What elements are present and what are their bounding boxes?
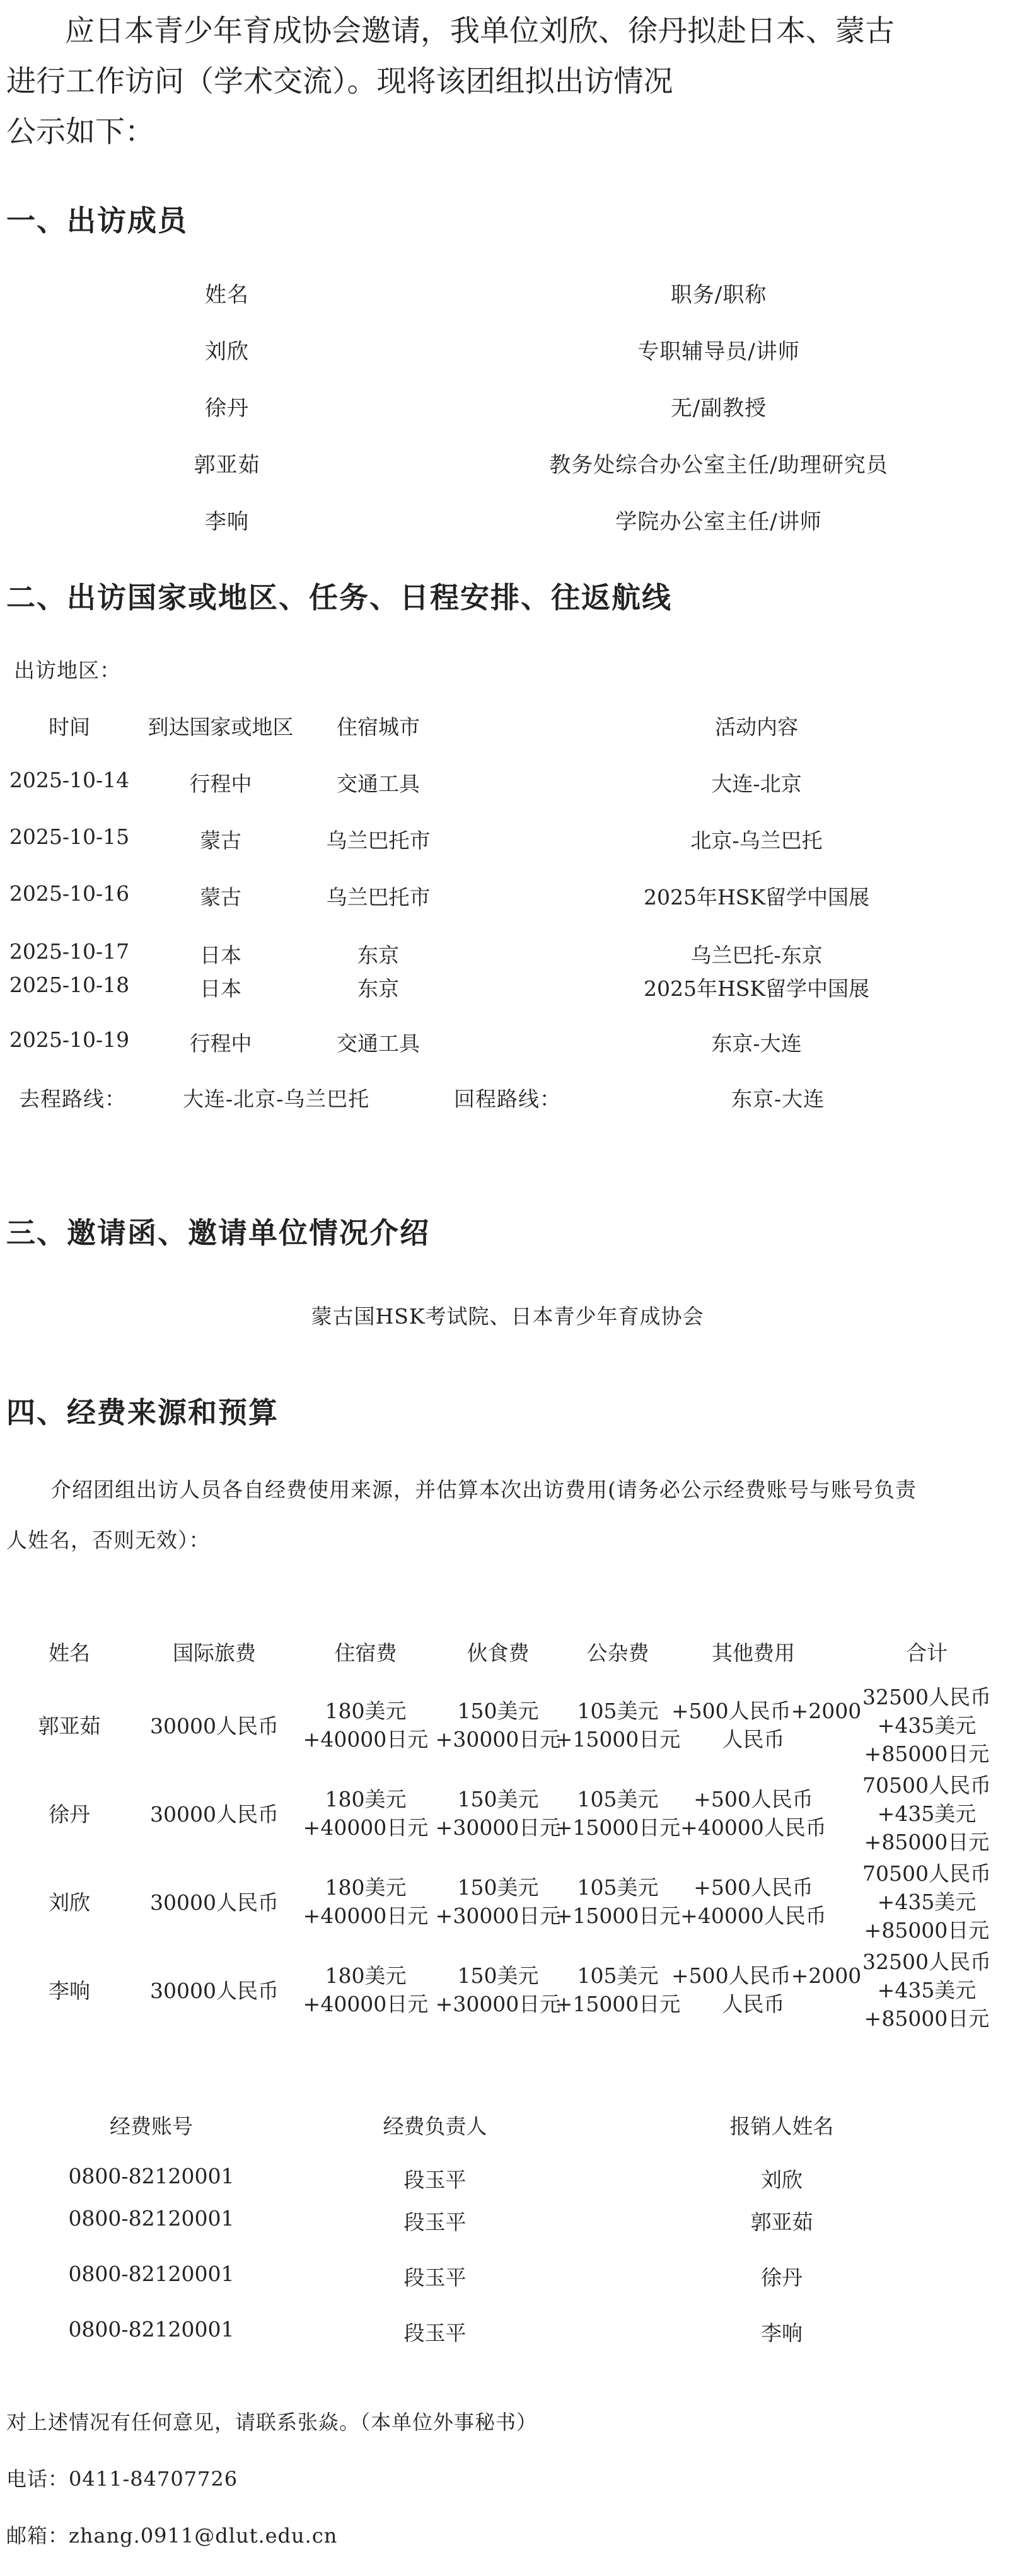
account-claimant: 郭亚茹 [750,2210,813,2234]
return-route: 东京-大连 [731,1087,825,1111]
budget-meals-line: 150美元 [457,1699,539,1723]
budget-other-line: +40000人民币 [680,1815,826,1840]
budget-other-line: 人民币 [722,1992,785,2016]
table-row [0,1771,1015,1859]
account-claimant: 徐丹 [761,2265,803,2290]
budget-total [851,1771,1002,1856]
budget-lodging-line: 180美元 [325,1787,407,1811]
budget-misc-line: 105美元 [577,1699,659,1723]
budget-misc-line: 105美元 [577,1963,659,1988]
budget-meals [435,1961,561,2018]
column-header-manager: 经费负责人 [383,2114,487,2139]
member-name: 郭亚茹 [194,453,260,478]
budget-other [671,1697,862,1753]
member-title: 学院办公室主任/讲师 [615,509,822,534]
itinerary-date: 2025-10-14 [9,768,130,792]
budget-lodging-line: 180美元 [325,1963,407,1988]
budget-meals-line: +30000日元 [435,1903,561,1928]
budget-lodging [303,1873,429,1930]
budget-meals-line: 150美元 [457,1963,539,1988]
column-header-claimant: 报销人姓名 [729,2114,834,2139]
budget-meals [435,1697,561,1753]
budget-travel: 30000人民币 [150,1890,279,1915]
column-header-activity: 活动内容 [715,715,798,739]
budget-other [671,1873,835,1930]
budget-misc-line: +15000日元 [555,1903,681,1928]
itinerary-activity: 东京-大连 [711,1031,802,1056]
itinerary-country: 日本 [200,943,241,967]
budget-total [851,1683,1002,1768]
column-header-date: 时间 [49,715,90,739]
itinerary-city: 交通工具 [337,1031,420,1056]
column-header-lodging: 住宿费 [334,1641,397,1665]
column-header-name: 姓名 [49,1641,90,1665]
region-label: 出访地区： [14,658,121,683]
column-header-country: 到达国家或地区 [148,715,294,739]
invitation-units: 蒙古国HSK考试院、日本青少年育成协会 [311,1304,704,1329]
account-claimant: 李响 [761,2321,803,2345]
itinerary-date: 2025-10-17 [9,939,130,964]
intro-line-3: 公示如下： [6,115,154,149]
table-row [0,1948,1015,2036]
budget-other-line: 人民币 [722,1727,785,1752]
itinerary-country: 蒙古 [200,828,241,853]
member-title: 教务处综合办公室主任/助理研究员 [549,453,888,478]
member-name: 徐丹 [205,396,249,421]
itinerary-date: 2025-10-18 [9,973,130,997]
intro-paragraph [6,6,952,158]
column-header-meals: 伙食费 [467,1641,530,1665]
section-1-heading: 一、出访成员 [6,204,188,238]
budget-total-line: 32500人民币 [862,1949,991,1974]
account-manager: 段玉平 [403,2265,467,2290]
outbound-route: 大连-北京-乌兰巴托 [183,1087,370,1111]
budget-name: 李响 [49,1978,90,2003]
budget-description-line-1: 介绍团组出访人员各自经费使用来源，并估算本次出访费用(请务必公示经费账号与账号负责 [50,1477,917,1502]
itinerary-activity: 2025年HSK留学中国展 [643,976,870,1001]
column-header-other: 其他费用 [712,1641,795,1665]
itinerary-country: 行程中 [189,1031,252,1056]
itinerary-city: 交通工具 [337,771,420,796]
table-row [0,1683,1015,1771]
return-route-label: 回程路线： [454,1087,561,1111]
budget-travel: 30000人民币 [150,1802,279,1827]
budget-meals-line: 150美元 [457,1875,539,1900]
itinerary-activity: 大连-北京 [711,771,802,796]
member-name: 李响 [205,509,249,534]
contact-email: 邮箱：zhang.0911@dlut.edu.cn [6,2524,338,2548]
budget-travel: 30000人民币 [150,1714,279,1738]
section-4-heading: 四、经费来源和预算 [6,1395,279,1430]
budget-name: 刘欣 [49,1890,90,1915]
table-row [0,1859,1015,1948]
account-number: 0800-82120001 [68,2317,235,2342]
budget-lodging-line: +40000日元 [303,1815,429,1840]
member-title: 专职辅导员/讲师 [637,339,800,364]
member-title: 无/副教授 [670,396,767,421]
budget-total-line: +85000日元 [864,1830,990,1854]
column-header-name: 姓名 [205,282,249,308]
budget-meals-line: +30000日元 [435,1815,561,1840]
budget-lodging-line: 180美元 [325,1699,407,1723]
budget-misc-line: +15000日元 [555,1727,681,1752]
section-3-heading: 三、邀请函、邀请单位情况介绍 [6,1216,430,1250]
budget-misc [555,1785,681,1842]
itinerary-city: 乌兰巴托市 [326,828,431,853]
budget-meals [435,1785,561,1842]
budget-total-line: +85000日元 [864,1741,990,1766]
budget-total [851,1948,1002,2033]
budget-misc-line: 105美元 [577,1787,659,1811]
itinerary-date: 2025-10-16 [9,881,130,906]
account-claimant: 刘欣 [761,2168,803,2192]
budget-lodging-line: +40000日元 [303,1992,429,2016]
budget-total-line: +435美元 [877,1713,977,1738]
intro-line-1: 应日本青少年育成协会邀请，我单位刘欣、徐丹拟赴日本、蒙古 [65,14,895,49]
budget-lodging-line: +40000日元 [303,1727,429,1752]
budget-total-line: +85000日元 [864,1918,990,1943]
itinerary-country: 蒙古 [200,885,241,910]
budget-misc [555,1697,681,1753]
budget-total-line: +435美元 [877,1801,977,1826]
section-2-heading: 二、出访国家或地区、任务、日程安排、往返航线 [6,580,672,615]
budget-misc-line: 105美元 [577,1875,659,1900]
budget-total-line: 70500人民币 [862,1861,991,1886]
intro-line-2: 进行工作访问（学术交流）。现将该团组拟出访情况 [6,64,673,99]
itinerary-city: 东京 [357,976,399,1001]
budget-total-line: +435美元 [877,1890,977,1914]
budget-other [671,1785,835,1842]
column-header-city: 住宿城市 [337,715,420,739]
account-number: 0800-82120001 [68,2206,235,2231]
budget-meals-line: +30000日元 [435,1992,561,2016]
column-header-total: 合计 [906,1641,948,1665]
budget-total-line: +435美元 [877,1978,977,2002]
budget-lodging [303,1961,429,2018]
budget-description-line-2: 人姓名，否则无效）： [6,1528,211,1552]
itinerary-city: 东京 [357,943,399,967]
itinerary-date: 2025-10-15 [9,824,130,849]
budget-meals [435,1873,561,1930]
budget-other-line: +40000人民币 [680,1903,826,1928]
contact-note: 对上述情况有任何意见，请联系张焱。（本单位外事秘书） [6,2410,538,2434]
budget-lodging-line: 180美元 [325,1875,407,1900]
column-header-account: 经费账号 [110,2114,193,2139]
budget-total [851,1859,1002,1944]
itinerary-country: 行程中 [189,771,252,796]
account-manager: 段玉平 [403,2210,467,2234]
budget-meals-line: +30000日元 [435,1727,561,1752]
account-manager: 段玉平 [403,2168,467,2192]
outbound-route-label: 去程路线： [19,1087,126,1111]
contact-phone: 电话：0411-84707726 [6,2467,238,2491]
itinerary-date: 2025-10-19 [9,1027,130,1052]
itinerary-activity: 北京-乌兰巴托 [690,828,823,853]
budget-total-line: 70500人民币 [862,1773,991,1798]
itinerary-city: 乌兰巴托市 [326,885,431,910]
budget-misc-line: +15000日元 [555,1992,681,2016]
column-header-misc: 公杂费 [586,1641,649,1665]
budget-travel: 30000人民币 [150,1978,279,2003]
budget-name: 郭亚茹 [38,1714,101,1738]
budget-total-line: 32500人民币 [862,1685,991,1709]
budget-misc [555,1961,681,2018]
budget-meals-line: 150美元 [457,1787,539,1811]
itinerary-activity: 乌兰巴托-东京 [690,943,823,967]
budget-other-line: +500人民币+2000 [671,1963,862,1988]
budget-name: 徐丹 [49,1802,90,1827]
budget-misc [555,1873,681,1930]
budget-other-line: +500人民币+2000 [671,1699,862,1723]
column-header-title: 职务/职称 [670,282,767,308]
budget-lodging-line: +40000日元 [303,1903,429,1928]
budget-other-line: +500人民币 [693,1875,813,1900]
budget-lodging [303,1785,429,1842]
budget-misc-line: +15000日元 [555,1815,681,1840]
itinerary-activity: 2025年HSK留学中国展 [643,885,870,910]
budget-other [671,1961,862,2018]
itinerary-country: 日本 [200,976,241,1001]
budget-total-line: +85000日元 [864,2006,990,2031]
budget-lodging [303,1697,429,1753]
account-number: 0800-82120001 [68,2261,235,2286]
account-manager: 段玉平 [403,2321,467,2345]
budget-other-line: +500人民币 [693,1787,813,1811]
account-number: 0800-82120001 [68,2164,235,2188]
column-header-travel: 国际旅费 [173,1641,256,1665]
member-name: 刘欣 [205,339,249,364]
